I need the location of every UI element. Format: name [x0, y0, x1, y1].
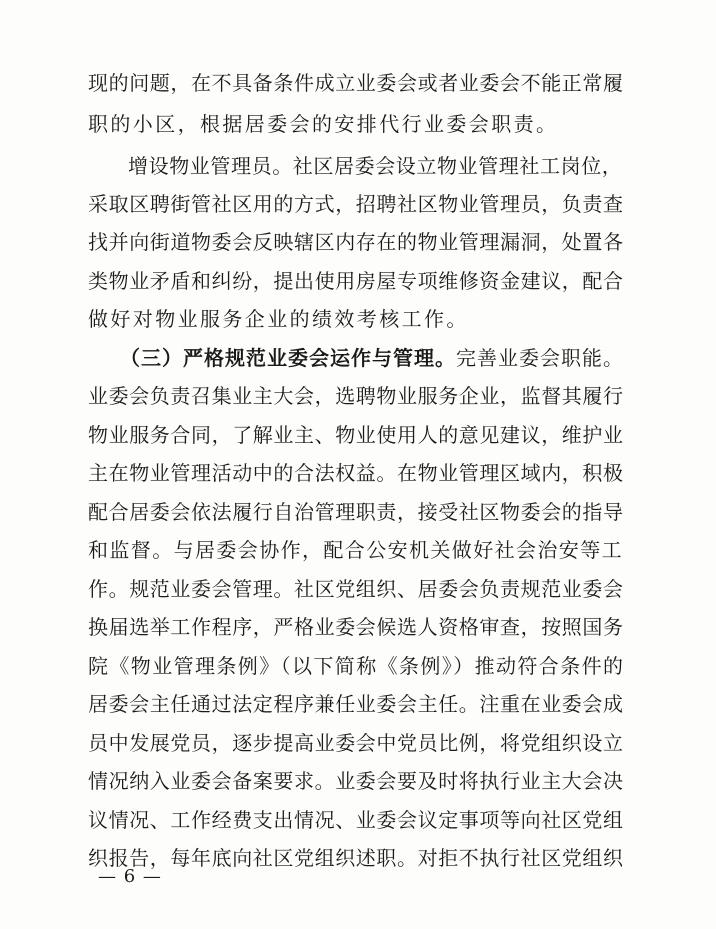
text-line-14: 换届选举工作程序，严格业委会候选人资格审查，按照国务 [88, 615, 624, 639]
text-line-8: 业委会负责召集业主大会，选聘物业服务企业，监督其履行 [88, 384, 624, 408]
text-line-12: 和监督。与居委会协作，配合公安机关做好社会治安等工 [88, 538, 623, 562]
text-line-9: 物业服务合同，了解业主、物业使用人的意见建议，维护业 [88, 423, 624, 447]
text-line-10: 主在物业管理活动中的合法权益。在物业管理区域内，积极 [88, 461, 624, 485]
page-number: — 6 — [98, 866, 162, 887]
section-heading-line [120, 347, 624, 369]
section-heading-rest: 完善业委会职能。 [456, 346, 624, 370]
text-line-6: 类物业矛盾和纠纷，提出使用房屋专项维修资金建议，配合 [88, 269, 624, 293]
text-line-17: 员中发展党员，逐步提高业委会中党员比例，将党组织设立 [88, 731, 624, 755]
text-line-7: 做好对物业服务企业的绩效考核工作。 [88, 307, 469, 331]
text-line-5: 找并向街道物委会反映辖区内存在的物业管理漏洞，处置各 [88, 230, 624, 254]
text-line-15: 院《物业管理条例》（以下简称《条例》）推动符合条件的 [88, 654, 625, 678]
text-line-3: 增设物业管理员。社区居委会设立物业管理社工岗位， [128, 154, 623, 178]
text-line-2: 职的小区，根据居委会的安排代行业委会职责。 [88, 112, 559, 136]
text-line-16: 居委会主任通过法定程序兼任业委会主任。注重在业委会成 [88, 692, 624, 716]
text-line-13: 作。规范业委会管理。社区党组织、居委会负责规范业委会 [88, 577, 624, 601]
text-line-19: 议情况、工作经费支出情况、业委会议定事项等向社区党组 [88, 808, 624, 832]
text-line-20: 织报告，每年底向社区党组织述职。对拒不执行社区党组织 [88, 846, 624, 870]
text-line-18: 情况纳入业委会备案要求。业委会要及时将执行业主大会决 [88, 769, 624, 793]
text-line-11: 配合居委会依法履行自治管理职责，接受社区物委会的指导 [88, 500, 624, 524]
text-line-1: 现的问题，在不具备条件成立业委会或者业委会不能正常履 [88, 71, 624, 95]
section-heading: （三）严格规范业委会运作与管理。 [120, 346, 456, 370]
text-line-4: 采取区聘街管社区用的方式，招聘社区物业管理员，负责查 [88, 192, 624, 216]
